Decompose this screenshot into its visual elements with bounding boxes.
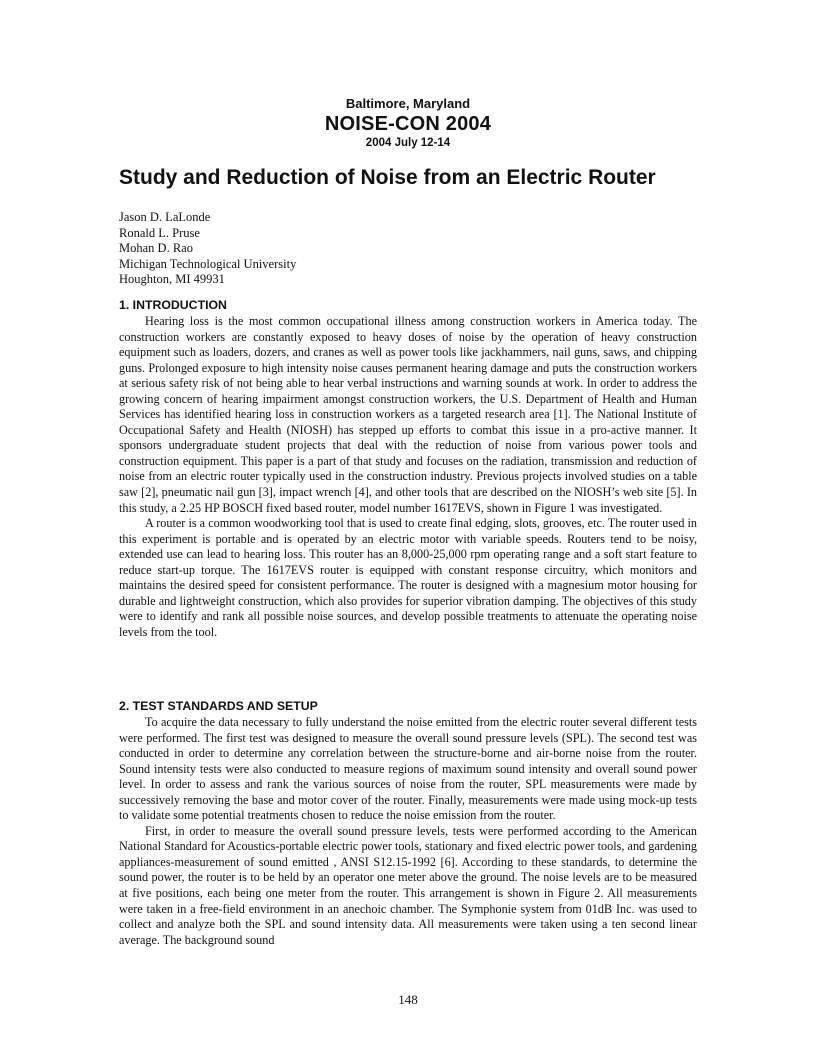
paragraph: Hearing loss is the most common occupational illness among construction workers in America today. The construction workers are constantly exposed to heavy doses of noise by the operation of heavy construction equipment such as loaders, dozers, and cranes as well as power tools like jackhammers, nail guns, saws, and chipping guns. Prolonged exposure to high intensity noise causes permanent hearing damage and puts the construction workers at serious safety risk of not being able to hear verbal instructions and warning sounds at work. In order to address the growing concern of hearing impairment amongst construction workers, the U.S. Department of Health and Human Services has identified hearing loss in construction workers as a targeted research area [1]. The National Institute of Occupational Safety and Health (NIOSH) has stepped up efforts to combat this issue in a pro-active manner. It sponsors undergraduate student projects that deal with the reduction of noise from various power tools and construction equipment. This paper is a part of that study and focuses on the radiation, transmission and reduction of noise from an electric router typically used in the construction industry. Previous projects involved studies on a table saw [2], pneumatic nail gun [3], impact wrench [4], and other tools that are described on the NIOSH’s web site [5]. In this study, a 2.25 HP BOSCH fixed based router, model number 1617EVS, shown in Figure 1 was investigated. — [119, 314, 697, 515]
section-body-test-standards — [119, 715, 697, 948]
author-block — [119, 210, 296, 288]
paragraph: To acquire the data necessary to fully understand the noise emitted from the electric router several different tests were performed. The first test was designed to measure the overall sound pressure levels (SPL). The second test was conducted in order to determine any correlation between the structure-borne and air-borne noise from the router. Sound intensity tests were also conducted to measure regions of maximum sound intensity and overall sound power level. In order to assess and rank the various sources of noise from the router, SPL measurements were made by successively removing the base and motor cover of the router. Finally, measurements were made using mock-up tests to validate some potential treatments chosen to reduce the noise emission from the router. — [119, 715, 697, 823]
paper-title: Study and Reduction of Noise from an Electric Router — [119, 166, 656, 189]
conference-dates: 2004 July 12-14 — [365, 137, 451, 149]
author-name: Ronald L. Pruse — [119, 225, 200, 240]
page-number: 148 — [398, 992, 418, 1007]
author-name: Mohan D. Rao — [119, 241, 193, 255]
author-affiliation: Michigan Technological University — [119, 256, 297, 271]
section-heading-introduction: 1. INTRODUCTION — [119, 298, 227, 312]
section-body-introduction — [119, 314, 697, 640]
section-heading-test-standards: 2. TEST STANDARDS AND SETUP — [119, 699, 318, 713]
conference-name: NOISE-CON 2004 — [324, 113, 492, 135]
paragraph: A router is a common woodworking tool that is used to create final edging, slots, grooves, etc. The router used in this experiment is portable and is operated by an electric motor with variable speeds. Routers tend to be noisy, extended use can lead to hearing loss. This router has an 8,000-25,000 rpm operating range and a soft start feature to reduce start-up torque. The 1617EVS router is equipped with constant response circuitry, which monitors and maintains the desired speed for consistent performance. The router is designed with a magnesium motor housing for durable and lightweight construction, which also provides for superior vibration damping. The objectives of this study were to identify and rank all possible noise sources, and develop possible treatments to attenuate the operating noise levels from the tool. — [119, 516, 697, 639]
paragraph: First, in order to measure the overall sound pressure levels, tests were performed according to the American National Standard for Acoustics-portable electric power tools, stationary and fixed electric power tools, and gardening appliances-measurement of sound emitted , ANSI S12.15-1992 [6]. According to these standards, to determine the sound power, the router is to be held by an operator one meter above the ground. The noise levels are to be measured at five positions, each being one meter from the router. This arrangement is shown in Figure 2. All measurements were taken in a free-field environment in an anechoic chamber. The Symphonie system from 01dB Inc. was used to collect and analyze both the SPL and sound intensity data. All measurements were taken using a ten second linear average. The background sound — [119, 823, 697, 947]
author-address: Houghton, MI 49931 — [119, 272, 225, 286]
conference-location: Baltimore, Maryland — [345, 96, 471, 111]
author-name: Jason D. LaLonde — [119, 210, 211, 224]
